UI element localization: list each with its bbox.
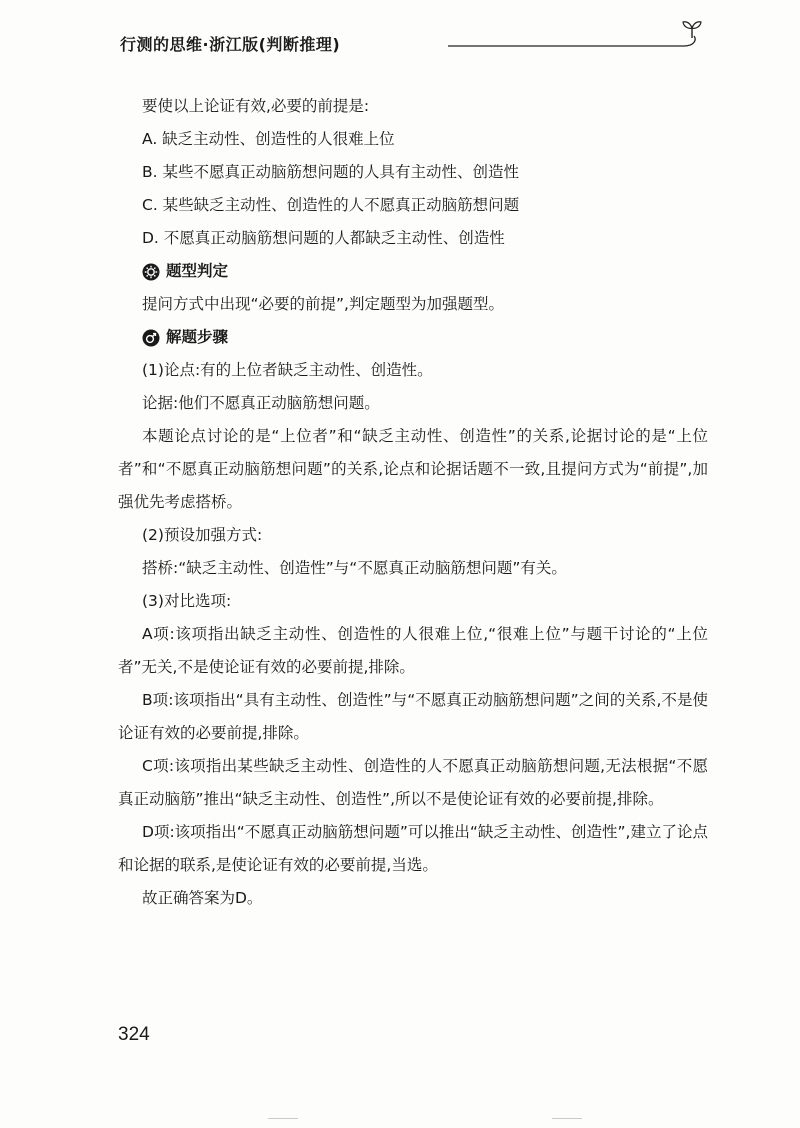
page-body [118, 90, 708, 915]
sprout-icon [680, 16, 704, 40]
scan-artifact [268, 1118, 298, 1119]
type-section-text: 提问方式中出现“必要的前提”,判定题型为加强题型。 [142, 295, 504, 313]
type-section-title: 题型判定 [166, 262, 229, 280]
option-a-analysis: A项:该项指出缺乏主动性、创造性的人很难上位,“很难上位”与题干讨论的“上位者”无关,不是使论证有效的必要前提,排除。 [118, 625, 708, 676]
gear-icon [142, 263, 160, 281]
running-header [120, 30, 720, 58]
step2-title: (2)预设加强方式: [142, 526, 263, 544]
type-section-heading [118, 255, 708, 288]
steps-section-heading [118, 321, 708, 354]
step1-evidence: 论据:他们不愿真正动脑筋想问题。 [142, 394, 380, 412]
step1-point: (1)论点:有的上位者缺乏主动性、创造性。 [142, 361, 433, 379]
steps-icon [142, 329, 160, 347]
analysis-paragraph: 本题论点讨论的是“上位者”和“缺乏主动性、创造性”的关系,论据讨论的是“上位者”和“不愿真正动脑筋想问题”的关系,论点和论据话题不一致,且提问方式为“前提”,加强优先考虑搭桥。 [118, 427, 708, 511]
step2-text: 搭桥:“缺乏主动性、创造性”与“不愿真正动脑筋想问题”有关。 [142, 559, 567, 577]
page-number: 324 [118, 1024, 150, 1045]
steps-section-title: 解题步骤 [166, 328, 229, 346]
option-d-choice: D. 不愿真正动脑筋想问题的人都缺乏主动性、创造性 [142, 229, 505, 247]
option-c-choice: C. 某些缺乏主动性、创造性的人不愿真正动脑筋想问题 [142, 196, 520, 214]
option-c-analysis: C项:该项指出某些缺乏主动性、创造性的人不愿真正动脑筋想问题,无法根据“不愿真正动脑筋”推出“缺乏主动性、创造性”,所以不是使论证有效的必要前提,排除。 [118, 757, 708, 808]
step3-title: (3)对比选项: [142, 592, 232, 610]
option-d-analysis: D项:该项指出“不愿真正动脑筋想问题”可以推出“缺乏主动性、创造性”,建立了论点和论据的联系,是使论证有效的必要前提,当选。 [118, 823, 708, 874]
final-answer: 故正确答案为D。 [142, 889, 263, 907]
book-title: 行测的思维·浙江版(判断推理) [120, 35, 341, 54]
option-b-analysis: B项:该项指出“具有主动性、创造性”与“不愿真正动脑筋想问题”之间的关系,不是使论证有效的必要前提,排除。 [118, 691, 708, 742]
scan-artifact [552, 1118, 582, 1119]
question-prompt: 要使以上论证有效,必要的前提是: [142, 97, 370, 115]
header-rule [448, 30, 698, 58]
option-a-choice: A. 缺乏主动性、创造性的人很难上位 [142, 130, 395, 148]
option-b-choice: B. 某些不愿真正动脑筋想问题的人具有主动性、创造性 [142, 163, 519, 181]
